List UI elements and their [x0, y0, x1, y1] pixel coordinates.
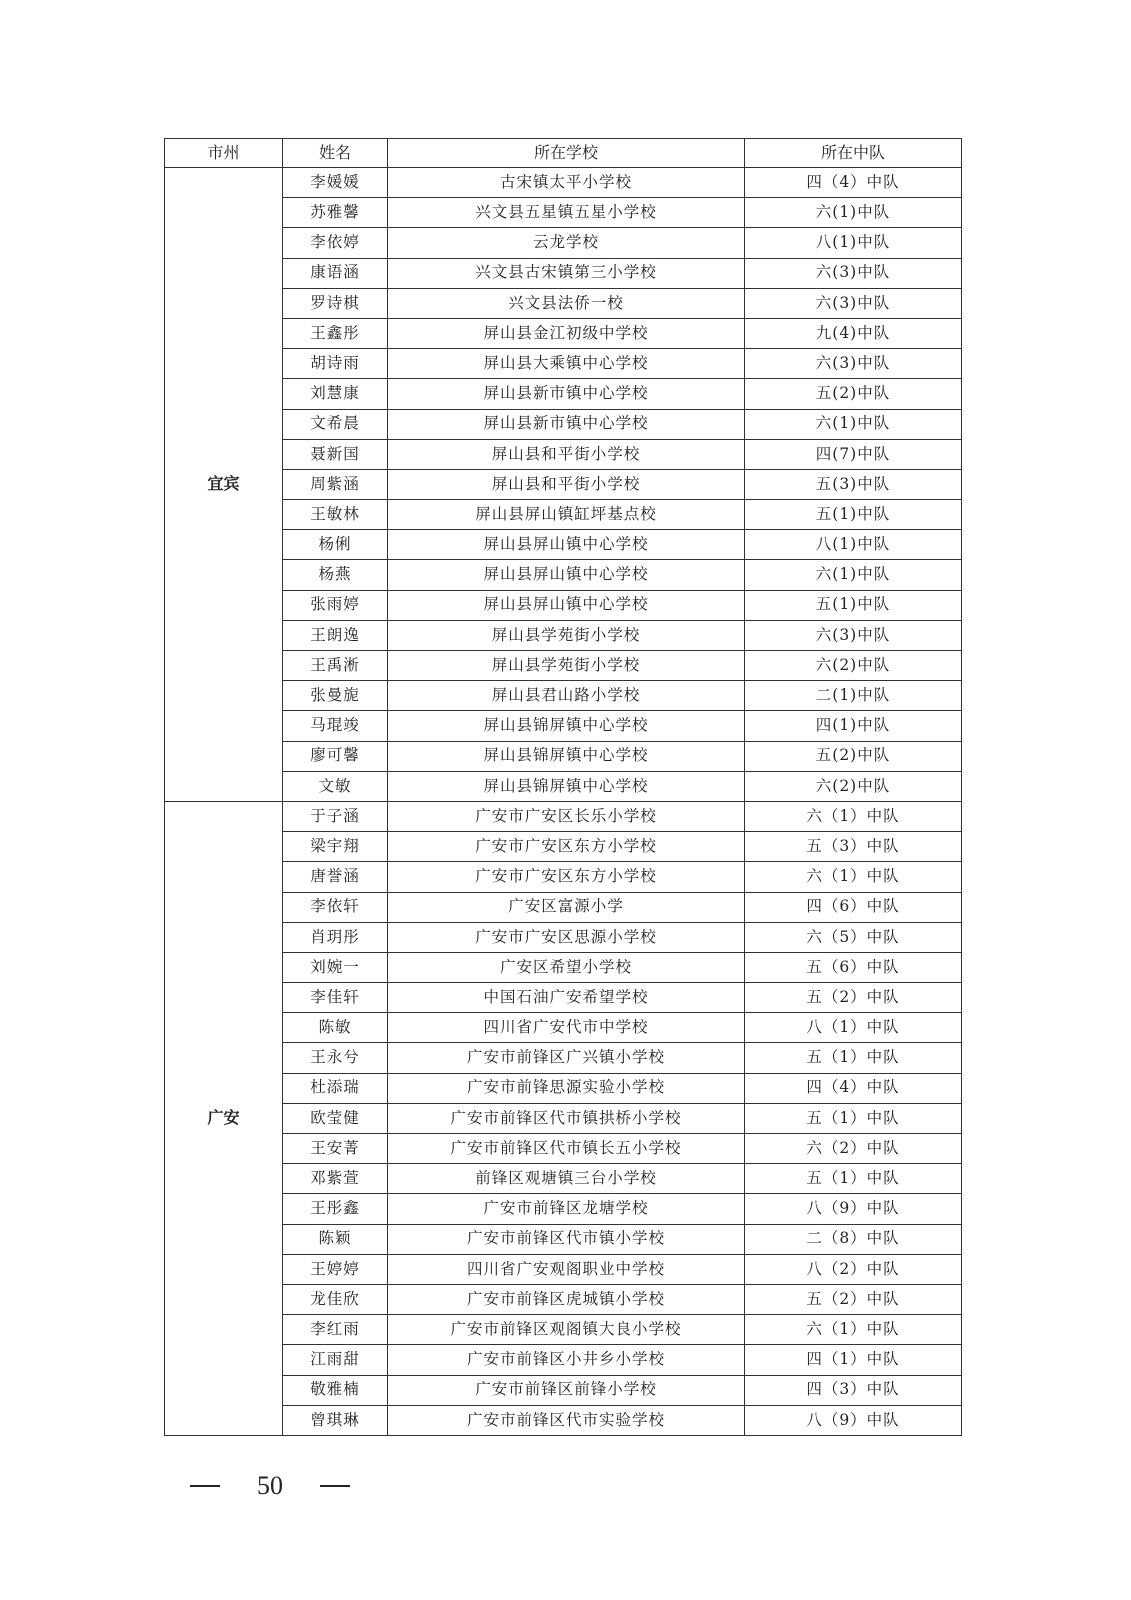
- table-row: [165, 1103, 962, 1133]
- table-row: [165, 318, 962, 348]
- school-cell: 屏山县锦屏镇中心学校: [388, 711, 745, 741]
- school-cell: 广安市前锋区广兴镇小学校: [388, 1043, 745, 1073]
- footer-dash-right: [320, 1485, 350, 1487]
- school-cell: 广安市前锋思源实验小学校: [388, 1073, 745, 1103]
- squadron-cell: 六(1)中队: [745, 409, 962, 439]
- squadron-cell: 五(2)中队: [745, 379, 962, 409]
- table-row: [165, 681, 962, 711]
- student-name-cell: 杜添瑞: [283, 1073, 388, 1103]
- student-name-cell: 刘婉一: [283, 952, 388, 982]
- table-row: [165, 560, 962, 590]
- squadron-cell: 四（4）中队: [745, 1073, 962, 1103]
- table-row: [165, 892, 962, 922]
- student-name-cell: 罗诗棋: [283, 288, 388, 318]
- squadron-cell: 六（1）中队: [745, 801, 962, 831]
- squadron-cell: 八（1）中队: [745, 1013, 962, 1043]
- student-name-cell: 王安菁: [283, 1134, 388, 1164]
- school-cell: 广安市广安区长乐小学校: [388, 801, 745, 831]
- student-name-cell: 李媛媛: [283, 168, 388, 198]
- squadron-cell: 四（6）中队: [745, 892, 962, 922]
- student-name-cell: 杨俐: [283, 530, 388, 560]
- squadron-cell: 四(1)中队: [745, 711, 962, 741]
- student-name-cell: 王永兮: [283, 1043, 388, 1073]
- student-name-cell: 江雨甜: [283, 1345, 388, 1375]
- student-name-cell: 王鑫彤: [283, 318, 388, 348]
- school-cell: 前锋区观塘镇三台小学校: [388, 1164, 745, 1194]
- table-row: [165, 530, 962, 560]
- squadron-cell: 五(2)中队: [745, 741, 962, 771]
- table-row: [165, 1345, 962, 1375]
- squadron-cell: 八(1)中队: [745, 228, 962, 258]
- student-name-cell: 马琨竣: [283, 711, 388, 741]
- school-cell: 屏山县新市镇中心学校: [388, 409, 745, 439]
- squadron-cell: 五(3)中队: [745, 469, 962, 499]
- student-name-cell: 苏雅馨: [283, 198, 388, 228]
- table-row: [165, 1375, 962, 1405]
- table-row: [165, 922, 962, 952]
- school-cell: 广安区希望小学校: [388, 952, 745, 982]
- school-cell: 四川省广安代市中学校: [388, 1013, 745, 1043]
- table-row: [165, 1043, 962, 1073]
- student-name-cell: 文敏: [283, 771, 388, 801]
- squadron-cell: 六(2)中队: [745, 771, 962, 801]
- roster-table: [164, 138, 962, 1436]
- school-cell: 广安市广安区东方小学校: [388, 832, 745, 862]
- header-name: 姓名: [283, 139, 388, 168]
- squadron-cell: 五（2）中队: [745, 1284, 962, 1314]
- squadron-cell: 五（2）中队: [745, 983, 962, 1013]
- squadron-cell: 六(1)中队: [745, 560, 962, 590]
- squadron-cell: 五（6）中队: [745, 952, 962, 982]
- school-cell: 中国石油广安希望学校: [388, 983, 745, 1013]
- table-row: [165, 862, 962, 892]
- squadron-cell: 二(1)中队: [745, 681, 962, 711]
- school-cell: 古宋镇太平小学校: [388, 168, 745, 198]
- table-header-row: [165, 139, 962, 168]
- student-name-cell: 敬雅楠: [283, 1375, 388, 1405]
- school-cell: 屏山县锦屏镇中心学校: [388, 741, 745, 771]
- squadron-cell: 五（1）中队: [745, 1103, 962, 1133]
- squadron-cell: 五(1)中队: [745, 590, 962, 620]
- table-body: [165, 168, 962, 1436]
- table-row: [165, 620, 962, 650]
- school-cell: 屏山县锦屏镇中心学校: [388, 771, 745, 801]
- squadron-cell: 四（1）中队: [745, 1345, 962, 1375]
- squadron-cell: 六(3)中队: [745, 349, 962, 379]
- table-row: [165, 288, 962, 318]
- student-name-cell: 文希晨: [283, 409, 388, 439]
- table-row: [165, 1194, 962, 1224]
- table-row: [165, 983, 962, 1013]
- student-name-cell: 杨燕: [283, 560, 388, 590]
- table-row: [165, 379, 962, 409]
- student-name-cell: 康语涵: [283, 258, 388, 288]
- school-cell: 广安市前锋区观阁镇大良小学校: [388, 1315, 745, 1345]
- school-cell: 云龙学校: [388, 228, 745, 258]
- squadron-cell: 四（3）中队: [745, 1375, 962, 1405]
- school-cell: 广安市前锋区小井乡小学校: [388, 1345, 745, 1375]
- squadron-cell: 六（2）中队: [745, 1134, 962, 1164]
- student-name-cell: 聂新国: [283, 439, 388, 469]
- school-cell: 广安市前锋区代市镇长五小学校: [388, 1134, 745, 1164]
- squadron-cell: 八（2）中队: [745, 1254, 962, 1284]
- table-row: [165, 832, 962, 862]
- student-name-cell: 李依轩: [283, 892, 388, 922]
- school-cell: 屏山县屏山镇缸坪基点校: [388, 500, 745, 530]
- student-name-cell: 王敏林: [283, 500, 388, 530]
- header-city: 市州: [165, 139, 283, 168]
- squadron-cell: 四(7)中队: [745, 439, 962, 469]
- student-name-cell: 王彤鑫: [283, 1194, 388, 1224]
- squadron-cell: 八(1)中队: [745, 530, 962, 560]
- squadron-cell: 六(3)中队: [745, 288, 962, 318]
- student-name-cell: 于子涵: [283, 801, 388, 831]
- squadron-cell: 六(1)中队: [745, 198, 962, 228]
- student-name-cell: 王禹淅: [283, 651, 388, 681]
- school-cell: 屏山县君山路小学校: [388, 681, 745, 711]
- school-cell: 兴文县古宋镇第三小学校: [388, 258, 745, 288]
- student-name-cell: 肖玥彤: [283, 922, 388, 952]
- school-cell: 广安市广安区东方小学校: [388, 862, 745, 892]
- squadron-cell: 四（4）中队: [745, 168, 962, 198]
- school-cell: 屏山县新市镇中心学校: [388, 379, 745, 409]
- student-name-cell: 陈敏: [283, 1013, 388, 1043]
- squadron-cell: 六（1）中队: [745, 862, 962, 892]
- student-name-cell: 陈颖: [283, 1224, 388, 1254]
- school-cell: 屏山县大乘镇中心学校: [388, 349, 745, 379]
- squadron-cell: 六(2)中队: [745, 651, 962, 681]
- school-cell: 兴文县法侨一校: [388, 288, 745, 318]
- header-squadron: 所在中队: [745, 139, 962, 168]
- squadron-cell: 八（9）中队: [745, 1405, 962, 1435]
- squadron-cell: 五（3）中队: [745, 832, 962, 862]
- table-row: [165, 198, 962, 228]
- student-name-cell: 王婷婷: [283, 1254, 388, 1284]
- school-cell: 广安市前锋区龙塘学校: [388, 1194, 745, 1224]
- student-name-cell: 张曼旎: [283, 681, 388, 711]
- squadron-cell: 六（5）中队: [745, 922, 962, 952]
- table-row: [165, 439, 962, 469]
- table-row: [165, 1254, 962, 1284]
- table-row: [165, 409, 962, 439]
- table-row: [165, 1284, 962, 1314]
- squadron-cell: 二（8）中队: [745, 1224, 962, 1254]
- table-row: [165, 952, 962, 982]
- student-name-cell: 唐誉涵: [283, 862, 388, 892]
- school-cell: 屏山县和平街小学校: [388, 469, 745, 499]
- school-cell: 屏山县和平街小学校: [388, 439, 745, 469]
- student-name-cell: 曾琪琳: [283, 1405, 388, 1435]
- school-cell: 广安市前锋区虎城镇小学校: [388, 1284, 745, 1314]
- student-name-cell: 欧莹健: [283, 1103, 388, 1133]
- school-cell: 屏山县金江初级中学校: [388, 318, 745, 348]
- table-row: [165, 590, 962, 620]
- student-name-cell: 李佳轩: [283, 983, 388, 1013]
- student-name-cell: 周紫涵: [283, 469, 388, 499]
- student-name-cell: 王朗逸: [283, 620, 388, 650]
- header-school: 所在学校: [388, 139, 745, 168]
- school-cell: 兴文县五星镇五星小学校: [388, 198, 745, 228]
- city-cell: 宜宾: [165, 168, 283, 802]
- squadron-cell: 八（9）中队: [745, 1194, 962, 1224]
- school-cell: 屏山县学苑街小学校: [388, 620, 745, 650]
- school-cell: 广安市前锋区前锋小学校: [388, 1375, 745, 1405]
- school-cell: 广安市前锋区代市镇拱桥小学校: [388, 1103, 745, 1133]
- footer-dash-left: [190, 1485, 220, 1487]
- table-row: [165, 500, 962, 530]
- table-row: [165, 1315, 962, 1345]
- school-cell: 广安区富源小学: [388, 892, 745, 922]
- table-row: [165, 258, 962, 288]
- squadron-cell: 九(4)中队: [745, 318, 962, 348]
- table-row: [165, 711, 962, 741]
- school-cell: 广安市前锋区代市镇小学校: [388, 1224, 745, 1254]
- table-row: [165, 771, 962, 801]
- school-cell: 屏山县学苑街小学校: [388, 651, 745, 681]
- table-row: [165, 1073, 962, 1103]
- school-cell: 屏山县屏山镇中心学校: [388, 560, 745, 590]
- school-cell: 屏山县屏山镇中心学校: [388, 530, 745, 560]
- student-name-cell: 胡诗雨: [283, 349, 388, 379]
- squadron-cell: 六(3)中队: [745, 620, 962, 650]
- table-row: [165, 168, 962, 198]
- table-row: [165, 741, 962, 771]
- student-name-cell: 刘慧康: [283, 379, 388, 409]
- table-row: [165, 1134, 962, 1164]
- school-cell: 屏山县屏山镇中心学校: [388, 590, 745, 620]
- school-cell: 广安市广安区思源小学校: [388, 922, 745, 952]
- table-row: [165, 1164, 962, 1194]
- student-name-cell: 廖可馨: [283, 741, 388, 771]
- page-number: 50: [257, 1471, 283, 1500]
- city-cell: 广安: [165, 801, 283, 1435]
- squadron-cell: 五(1)中队: [745, 500, 962, 530]
- table-row: [165, 651, 962, 681]
- page-footer: [190, 1466, 350, 1506]
- squadron-cell: 五（1）中队: [745, 1043, 962, 1073]
- table-row: [165, 469, 962, 499]
- student-name-cell: 龙佳欣: [283, 1284, 388, 1314]
- school-cell: 四川省广安观阁职业中学校: [388, 1254, 745, 1284]
- student-name-cell: 邓紫萱: [283, 1164, 388, 1194]
- student-name-cell: 梁宇翔: [283, 832, 388, 862]
- student-name-cell: 张雨婷: [283, 590, 388, 620]
- table-row: [165, 801, 962, 831]
- squadron-cell: 六(3)中队: [745, 258, 962, 288]
- table-row: [165, 1013, 962, 1043]
- school-cell: 广安市前锋区代市实验学校: [388, 1405, 745, 1435]
- squadron-cell: 五（1）中队: [745, 1164, 962, 1194]
- squadron-cell: 六（1）中队: [745, 1315, 962, 1345]
- table-row: [165, 228, 962, 258]
- table-row: [165, 349, 962, 379]
- table-row: [165, 1224, 962, 1254]
- table-row: [165, 1405, 962, 1435]
- student-name-cell: 李红雨: [283, 1315, 388, 1345]
- student-name-cell: 李依婷: [283, 228, 388, 258]
